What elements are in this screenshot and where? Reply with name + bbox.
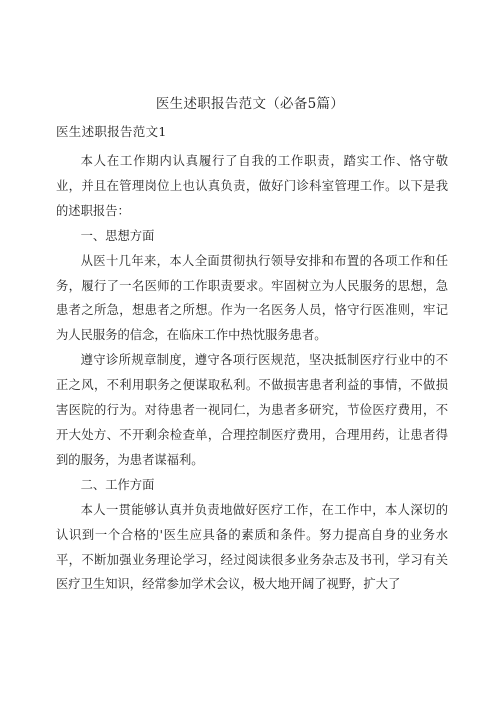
- document-title: 医生述职报告范文（必备5篇）: [155, 96, 345, 112]
- section-heading-thought: 一、思想方面: [80, 228, 155, 243]
- paragraph-thought: 从医十几年来，本人全面贯彻执行领导安排和布置的各项工作和任务，履行了一名医师的工作职责要求。牢固树立为人民服务的思想，急患者之所急，想患者之所想。作为一名医务人员，恪守行医准则，牢记为人民服务的信念，在临床工作中热忱服务患者。: [56, 253, 448, 343]
- document-subtitle: 医生述职报告范文1: [56, 124, 167, 139]
- paragraph-work: 本人一贯能够认真并负责地做好医疗工作，在工作中，本人深切的认识到一个合格的'医生应具备的素质和条件。努力提高自身的业务水平，不断加强业务理论学习，经过阅读很多业务杂志及书刊，学习有关医疗卫生知识，经常参加学术会议，极大地开阔了视野，扩大了: [56, 502, 448, 592]
- section-heading-work: 二、工作方面: [80, 477, 155, 492]
- paragraph-intro: 本人在工作期内认真履行了自我的工作职责，踏实工作、恪守敬业，并且在管理岗位上也认真负责，做好门诊科室管理工作。以下是我的述职报告：: [56, 154, 448, 218]
- document-body: [56, 149, 448, 597]
- paragraph-rules: 遵守诊所规章制度，遵守各项行医规范，坚决抵制医疗行业中的不正之风，不利用职务之便谋取私利。不做损害患者利益的事情，不做损害医院的行为。对待患者一视同仁，为患者多研究，节俭医疗费用，不开大处方、不开剩余检查单，合理控制医疗费用，合理用药，让患者得到的服务，为患者谋福利。: [56, 353, 448, 467]
